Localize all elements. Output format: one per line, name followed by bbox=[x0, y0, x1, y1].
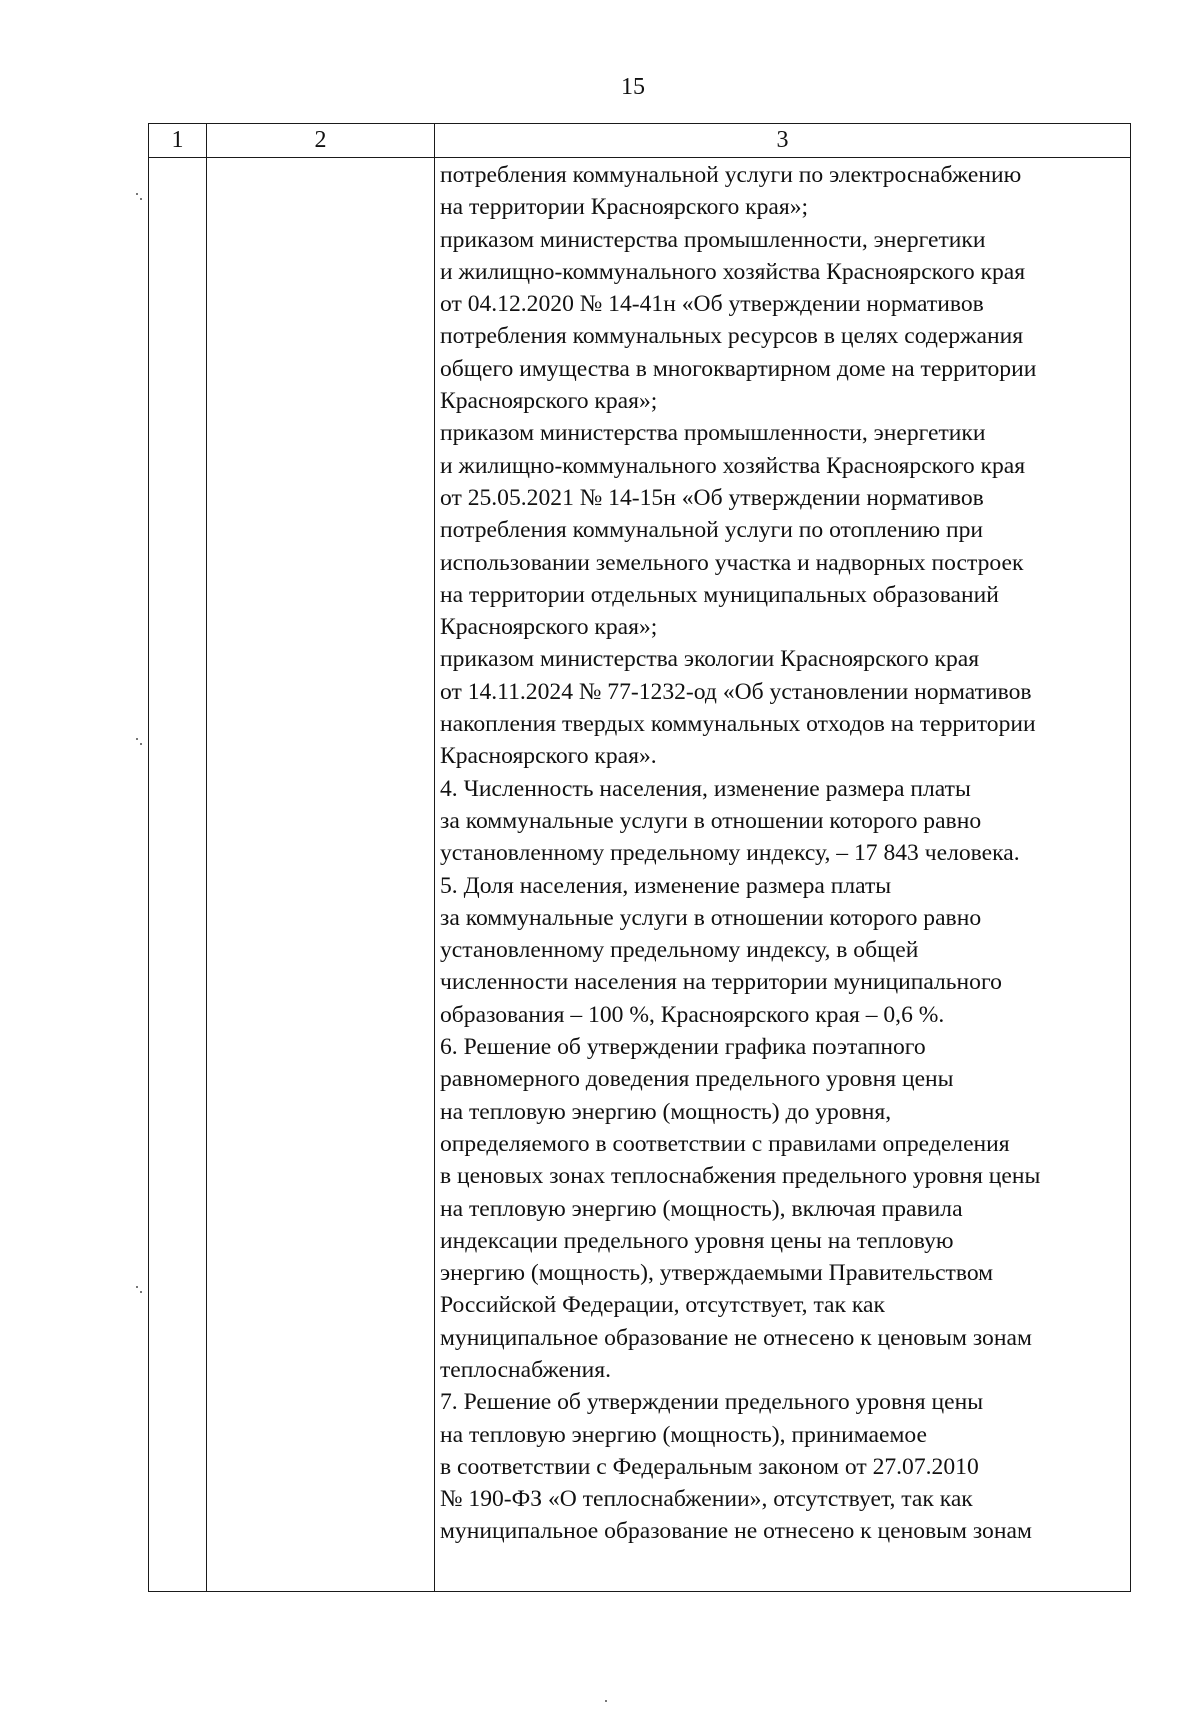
scan-artifact bbox=[140, 198, 142, 200]
scan-artifact bbox=[136, 738, 138, 740]
column-3-cell bbox=[435, 158, 1131, 1592]
text-line: 6. Решение об утверждении графика поэтапного bbox=[440, 1034, 926, 1061]
text-line: потребления коммунальной услуги по отоплению при bbox=[440, 517, 984, 544]
text-line: 7. Решение об утверждении предельного уровня цены bbox=[440, 1389, 984, 1416]
text-line: на тепловую энергию (мощность) до уровня, bbox=[440, 1098, 892, 1125]
text-line: на тепловую энергию (мощность), включая правила bbox=[440, 1195, 963, 1222]
text-line: равномерного доведения предельного уровня цены bbox=[440, 1066, 954, 1093]
text-line: установленному предельному индексу, – 17 843 человека. bbox=[440, 840, 1020, 867]
text-line: образования – 100 %, Красноярского края – 0,6 %. bbox=[440, 1001, 945, 1028]
scan-artifact bbox=[140, 743, 142, 745]
text-line: потребления коммунальных ресурсов в целях содержания bbox=[440, 323, 1024, 350]
column-header-2: 2 bbox=[207, 124, 435, 158]
scan-artifact bbox=[136, 1286, 138, 1288]
column-header-1: 1 bbox=[149, 124, 207, 158]
text-line: на территории Красноярского края»; bbox=[440, 194, 809, 221]
table-row bbox=[149, 158, 1131, 1592]
text-line: индексации предельного уровня цены на тепловую bbox=[440, 1227, 954, 1254]
text-line: и жилищно-коммунального хозяйства Красноярского края bbox=[440, 258, 1026, 285]
text-line: Красноярского края». bbox=[440, 743, 657, 770]
text-line: численности населения на территории муниципального bbox=[440, 969, 1002, 996]
text-line: использовании земельного участка и надворных построек bbox=[440, 549, 1024, 576]
text-line: Красноярского края»; bbox=[440, 614, 658, 641]
page-number: 15 bbox=[621, 74, 645, 100]
text-line: в соответствии с Федеральным законом от 27.07.2010 bbox=[440, 1453, 979, 1480]
text-line: в ценовых зонах теплоснабжения предельного уровня цены bbox=[440, 1163, 1041, 1190]
scan-artifact bbox=[605, 1700, 607, 1702]
text-line: на территории отдельных муниципальных образований bbox=[440, 581, 999, 608]
text-line: и жилищно-коммунального хозяйства Красноярского края bbox=[440, 452, 1026, 479]
text-line: от 25.05.2021 № 14-15н «Об утверждении нормативов bbox=[440, 484, 984, 511]
scan-artifact bbox=[136, 193, 138, 195]
text-line: определяемого в соответствии с правилами определения bbox=[440, 1130, 1010, 1157]
text-line: энергию (мощность), утверждаемыми Правительством bbox=[440, 1260, 994, 1287]
column-1-cell bbox=[149, 158, 207, 1592]
text-line: от 14.11.2024 № 77-1232-од «Об установлении нормативов bbox=[440, 678, 1032, 705]
text-line: Красноярского края»; bbox=[440, 388, 658, 415]
document-table bbox=[148, 123, 1131, 1592]
text-line: общего имущества в многоквартирном доме на территории bbox=[440, 355, 1037, 382]
text-line: 5. Доля населения, изменение размера платы bbox=[440, 872, 892, 899]
scan-artifact bbox=[140, 1291, 142, 1293]
column-2-cell bbox=[207, 158, 435, 1592]
text-line: приказом министерства экологии Красноярского края bbox=[440, 646, 980, 673]
text-line: за коммунальные услуги в отношении которого равно bbox=[440, 807, 982, 834]
column-3-text bbox=[435, 158, 1130, 1548]
text-line: теплоснабжения. bbox=[440, 1356, 612, 1383]
text-line: № 190-ФЗ «О теплоснабжении», отсутствует, так как bbox=[440, 1486, 973, 1513]
table-header-row bbox=[149, 124, 1131, 158]
column-header-3: 3 bbox=[435, 124, 1131, 158]
text-line: муниципальное образование не отнесено к ценовым зонам bbox=[440, 1324, 1032, 1351]
text-line: приказом министерства промышленности, энергетики bbox=[440, 226, 986, 253]
text-line: за коммунальные услуги в отношении которого равно bbox=[440, 904, 982, 931]
text-line: Российской Федерации, отсутствует, так как bbox=[440, 1292, 885, 1319]
text-line: приказом министерства промышленности, энергетики bbox=[440, 420, 986, 447]
text-line: установленному предельному индексу, в общей bbox=[440, 937, 919, 964]
text-line: муниципальное образование не отнесено к ценовым зонам bbox=[440, 1518, 1032, 1545]
text-line: потребления коммунальной услуги по электроснабжению bbox=[440, 162, 1022, 188]
text-line: 4. Численность населения, изменение размера платы bbox=[440, 775, 971, 802]
text-line: на тепловую энергию (мощность), принимаемое bbox=[440, 1421, 927, 1448]
text-line: накопления твердых коммунальных отходов на территории bbox=[440, 711, 1036, 738]
text-line: от 04.12.2020 № 14-41н «Об утверждении нормативов bbox=[440, 291, 984, 318]
